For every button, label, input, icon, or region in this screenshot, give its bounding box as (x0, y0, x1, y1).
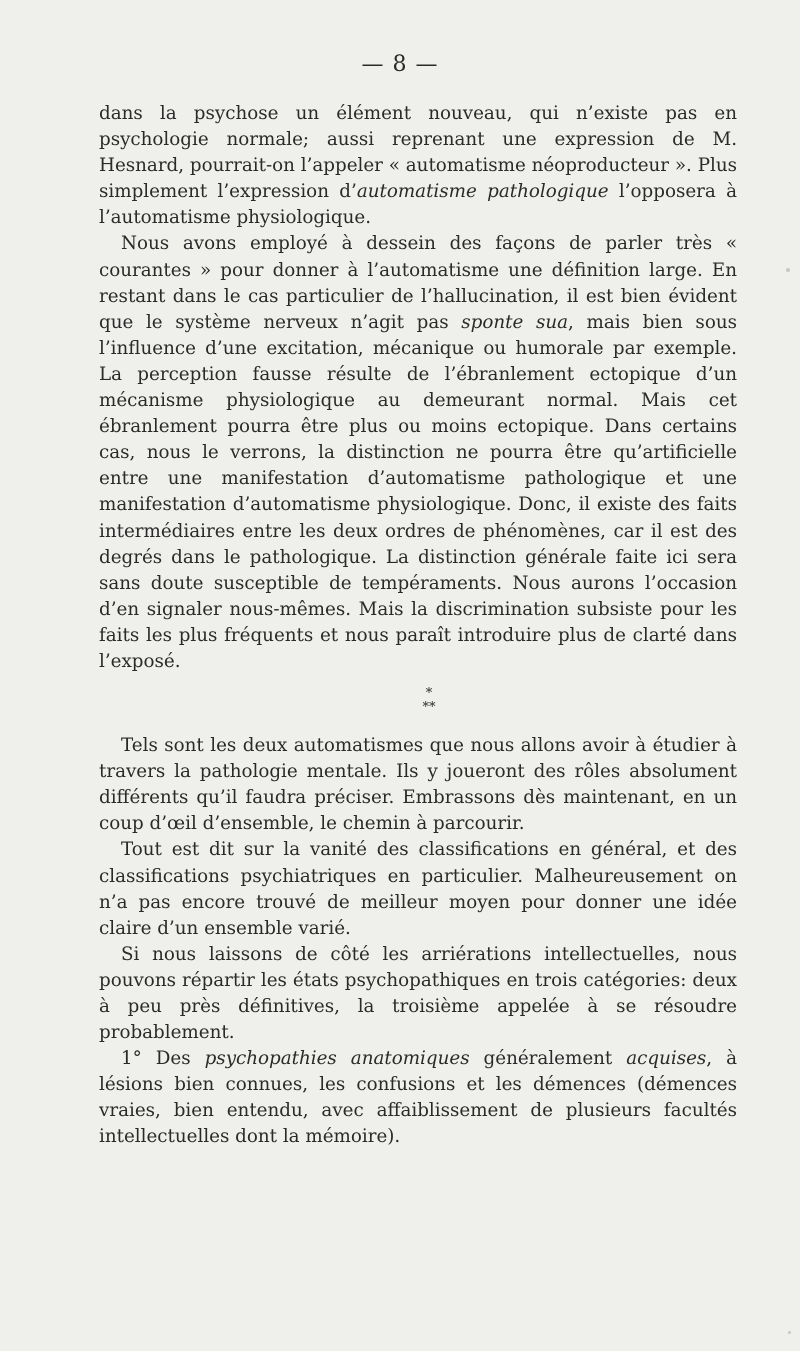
paragraph-1-emphasis: automatisme pathologique (356, 181, 609, 203)
paragraph-2-text-b: , mais bien sous l’influence d’une excitation, mécanique ou humorale par exemple. La perception fausse résulte de l’ébranlement ectopique d’un mécanisme physiologique au demeurant normal. Mais cet ébranlement pourra être plus ou moins ectopique. Dans certains cas, nous le verrons, la distinction ne pourra être qu’artificielle entre une manifestation d’automatisme pathologique et une manifestation d’automatisme physiologique. Donc, il existe des faits intermédiaires entre les deux ordres de phénomènes, car il est des degrés dans le pathologique. La distinction générale faite ici sera sans doute susceptible de tempéraments. Nous aurons l’occasion d’en signaler nous-mêmes. Mais la discrimination subsiste pour les faits les plus fréquents et nous paraît introduire plus de clarté dans l’exposé. (99, 311, 737, 672)
paragraph-1 (99, 101, 737, 231)
body-text (99, 101, 737, 1151)
separator-bottom: ** (422, 700, 436, 716)
paragraph-2-text-a: Nous avons employé à dessein des façons de parler très « courantes » pour donner à l’automatisme une définition large. En restant dans le cas particulier de l’hallucination, il est bien évident que le système nerveux n’agit pas (99, 233, 737, 333)
paragraph-5: Si nous laissons de côté les arriérations intellectuelles, nous pouvons répartir les états psychopathiques en trois catégories: deux à peu près définitives, la troisième appelée à se résoudre probablement. (99, 943, 737, 1044)
paragraph-1-text-a: dans la psychose un élément nouveau, qui n’existe pas en psychologie normale; aussi reprenant une expression de M. Hesnard, pourrait-on l’appeler « automatisme néoproducteur ». Plus simplement l’expression d’ (99, 103, 737, 203)
paragraph-6-text-a: 1° Des (121, 1048, 205, 1070)
paragraph-6-text-c: , à lésions bien connues, les confusions et les démences (démences vraies, bien entendu, avec affaiblissement de plusieurs facultés intellectuelles dont la mémoire). (99, 1048, 737, 1148)
paper-speck (786, 268, 790, 272)
paper-speck (788, 1331, 791, 1334)
paragraph-6-emphasis-a: psychopathies anatomiques (204, 1048, 470, 1070)
paragraph-6 (99, 1046, 737, 1150)
paragraph-1-text-b: l’opposera à l’automatisme physiologique. (99, 181, 738, 229)
separator-top: * (425, 686, 433, 702)
paragraph-2-emphasis: sponte sua (461, 311, 569, 333)
paragraph-4: Tout est dit sur la vanité des classifications en général, et des classifications psychiatriques en particulier. Malheureusement on n’a pas encore trouvé de meilleur moyen pour donner une idée claire d’un ensemble varié. (99, 839, 737, 939)
paragraph-2 (99, 231, 737, 675)
paragraph-6-text-b: généralement (469, 1048, 627, 1070)
paragraph-3: Tels sont les deux automatismes que nous allons avoir à étudier à travers la pathologie mentale. Ils y joueront des rôles absolument différents qu’il faudra préciser. Embrassons dès maintenant, en un coup d’œil d’ensemble, le chemin à parcourir. (99, 735, 737, 835)
page-number: — 8 — (361, 52, 439, 77)
section-separator (99, 687, 737, 715)
paragraph-6-emphasis-b: acquises (626, 1048, 707, 1070)
